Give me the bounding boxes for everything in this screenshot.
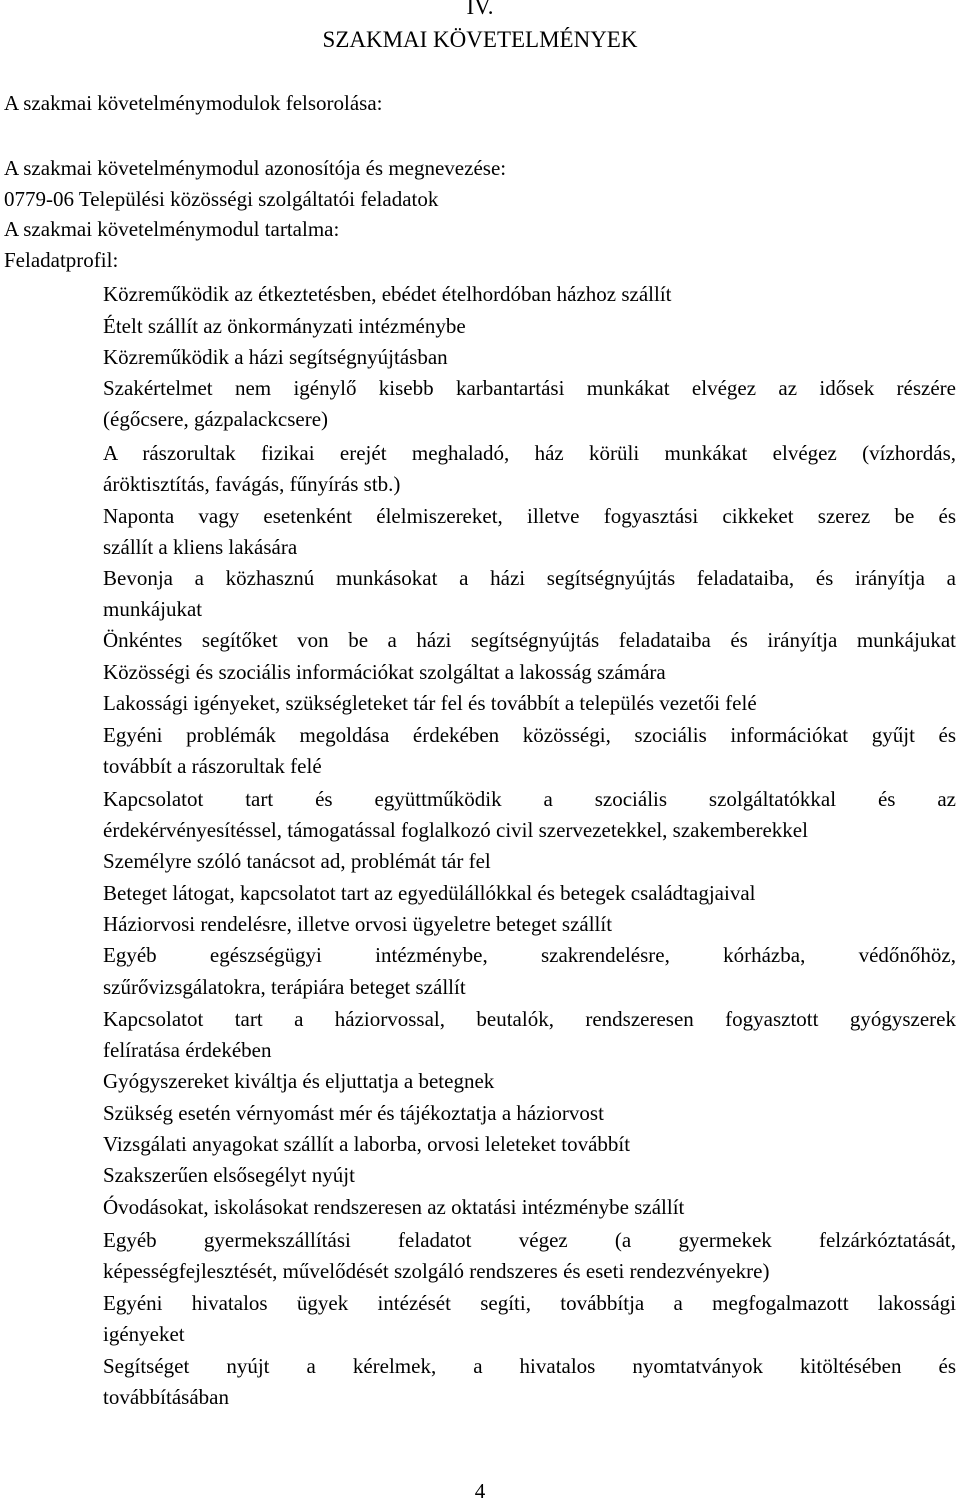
task-line: áröktisztítás, favágás, fűnyírás stb.): [103, 472, 401, 496]
task-line: Önkéntes segítőket von be a házi segítségnyújtás feladataiba és irányítja munkájukat: [103, 628, 956, 652]
task-line: Egyéb egészségügyi intézménybe, szakrendelésre, kórházba, védőnőhöz,: [103, 943, 956, 967]
task-line: Óvodásokat, iskolásokat rendszeresen az oktatási intézménybe szállít: [103, 1195, 685, 1219]
task-line: Ételt szállít az önkormányzati intézménybe: [103, 314, 466, 338]
task-line: továbbít a rászorultak felé: [103, 754, 322, 778]
task-line: Szakértelmet nem igénylő kisebb karbantartási munkákat elvégez az idősek részére: [103, 376, 956, 400]
task-line: érdekérvényesítéssel, támogatással foglalkozó civil szervezetekkel, szakemberekkel: [103, 818, 808, 842]
heading-modules-list: A szakmai követelménymodulok felsorolása:: [4, 91, 383, 115]
task-line: Kapcsolatot tart és együttműködik a szociális szolgáltatókkal és az: [103, 787, 956, 811]
task-line: Naponta vagy esetenként élelmiszereket, illetve fogyasztási cikkeket szerez be és: [103, 504, 956, 528]
task-line: A rászorultak fizikai erejét meghaladó, ház körüli munkákat elvégez (vízhordás,: [103, 441, 956, 465]
task-line: Bevonja a közhasznú munkásokat a házi segítségnyújtás feladataiba, és irányítja a: [103, 566, 956, 590]
page-number: 4: [474, 1479, 486, 1503]
task-line: Személyre szóló tanácsot ad, problémát tár fel: [103, 849, 491, 873]
task-line: Háziorvosi rendelésre, illetve orvosi ügyeletre beteget szállít: [103, 912, 613, 936]
task-line: képességfejlesztését, művelődését szolgáló rendszeres és eseti rendezvényekre): [103, 1259, 770, 1283]
task-line: Szakszerűen elsősegélyt nyújt: [103, 1163, 355, 1187]
task-line: Beteget látogat, kapcsolatot tart az egyedülállókkal és betegek családtagjaival: [103, 881, 756, 905]
task-line: Közreműködik a házi segítségnyújtásban: [103, 345, 448, 369]
heading-task-profile: Feladatprofil:: [4, 248, 119, 272]
task-line: Vizsgálati anyagokat szállít a laborba, orvosi leleteket továbbít: [103, 1132, 631, 1156]
section-number: IV.: [466, 0, 494, 19]
task-line: Egyéb gyermekszállítási feladatot végez (a gyermekek felzárkóztatását,: [103, 1228, 956, 1252]
task-line: Egyéni problémák megoldása érdekében közösségi, szociális információkat gyűjt és: [103, 723, 956, 747]
page-title: SZAKMAI KÖVETELMÉNYEK: [322, 27, 638, 52]
task-line: felíratása érdekében: [103, 1038, 272, 1062]
task-line: szállít a kliens lakására: [103, 535, 298, 559]
heading-module-name: 0779-06 Települési közösségi szolgáltatói feladatok: [4, 187, 439, 211]
task-line: Szükség esetén vérnyomást mér és tájékoztatja a háziorvost: [103, 1101, 604, 1125]
task-line: Közreműködik az étkeztetésben, ebédet ételhordóban házhoz szállít: [103, 282, 672, 306]
task-line: szűrővizsgálatokra, terápiára beteget szállít: [103, 975, 466, 999]
task-line: Lakossági igényeket, szükségleteket tár fel és továbbít a település vezetői felé: [103, 691, 757, 715]
task-line: Kapcsolatot tart a háziorvossal, beutalók, rendszeresen fogyasztott gyógyszerek: [103, 1007, 956, 1031]
task-line: igényeket: [103, 1322, 185, 1346]
task-line: Gyógyszereket kiváltja és eljuttatja a betegnek: [103, 1069, 495, 1093]
task-line: Egyéni hivatalos ügyek intézését segíti, továbbítja a megfogalmazott lakossági: [103, 1291, 956, 1315]
task-line: munkájukat: [103, 597, 203, 621]
task-line: Közösségi és szociális információkat szolgáltat a lakosság számára: [103, 660, 666, 684]
task-line: Segítséget nyújt a kérelmek, a hivatalos nyomtatványok kitöltésében és: [103, 1354, 956, 1378]
task-line: továbbításában: [103, 1385, 229, 1409]
heading-module-id: A szakmai követelménymodul azonosítója és megnevezése:: [4, 156, 507, 180]
heading-module-content: A szakmai követelménymodul tartalma:: [4, 217, 340, 241]
task-line: (égőcsere, gázpalackcsere): [103, 407, 329, 431]
